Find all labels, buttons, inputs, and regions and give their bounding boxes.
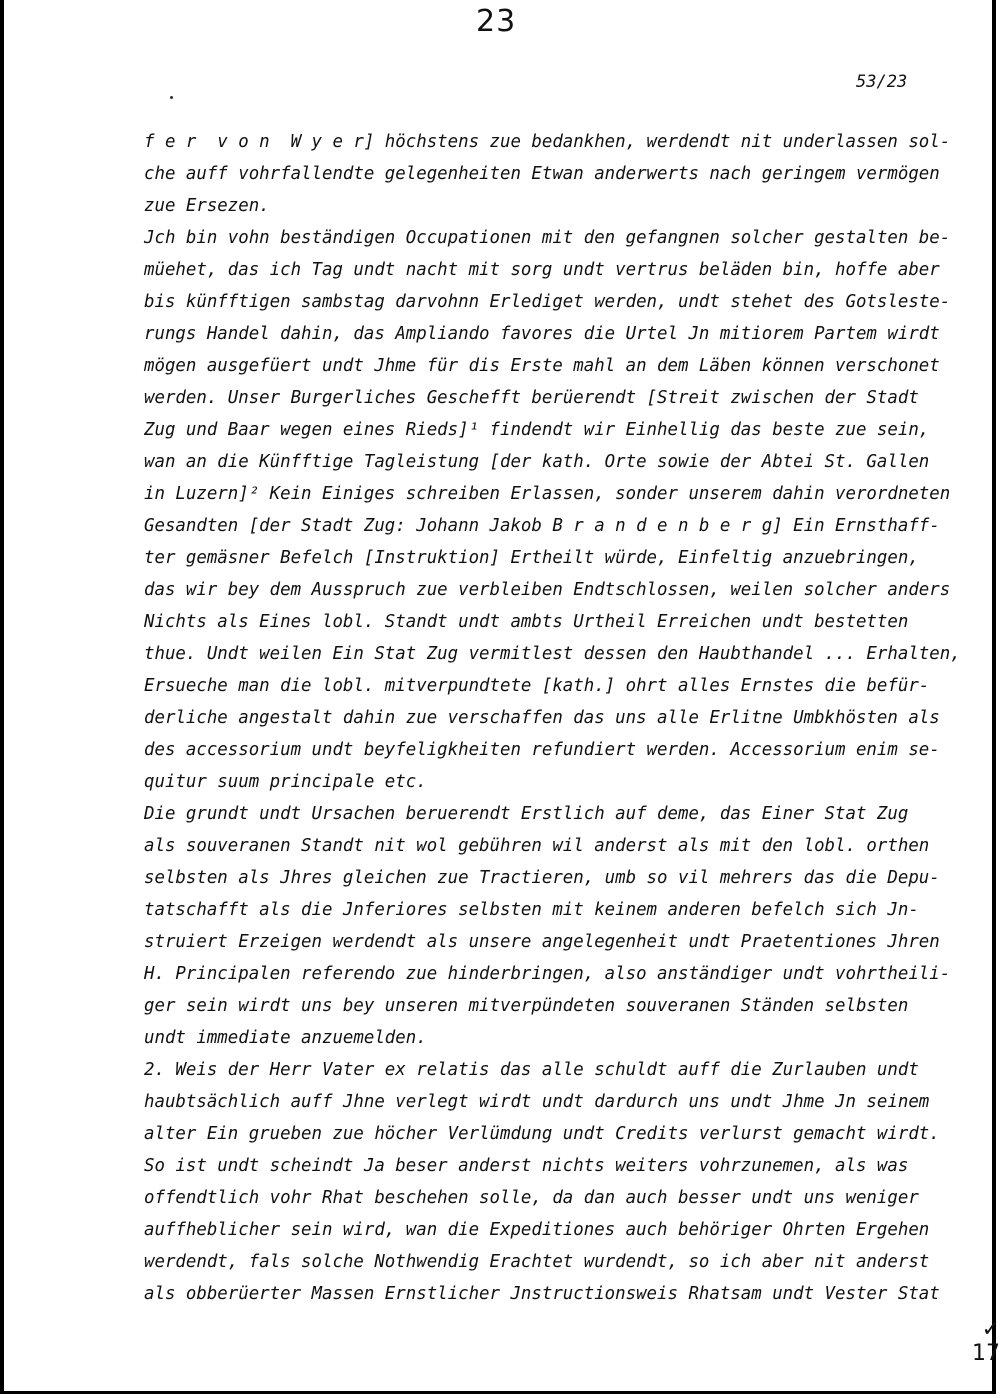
text-line: auffheblicher sein wird, wan die Expeditiones auch behöriger Ohrten Ergehen	[144, 1220, 930, 1240]
text-line: quitur suum principale etc.	[144, 772, 427, 792]
text-line: ger sein wirdt uns bey unseren mitverpündeten souveranen Ständen selbsten	[144, 996, 909, 1016]
text-line: werden. Unser Burgerliches Geschefft berüerendt [Streit zwischen der Stadt	[144, 388, 919, 408]
text-line: selbsten als Jhres gleichen zue Tractieren, umb so vil mehrers das die Depu-	[144, 868, 940, 888]
text-line: struiert Erzeigen werdendt als unsere angelegenheit undt Praetentiones Jhren	[144, 932, 940, 952]
text-line: che auff vohrfallendte gelegenheiten Etwan anderwerts nach geringem vermögen	[144, 164, 940, 184]
text-line: müehet, das ich Tag undt nacht mit sorg undt vertrus beläden bin, hoffe aber	[144, 260, 940, 280]
text-line: derliche angestalt dahin zue verschaffen das uns alle Erlitne Umbkhösten als	[144, 708, 940, 728]
text-line: Zug und Baar wegen eines Rieds]¹ findendt wir Einhellig das beste zue sein,	[144, 420, 930, 440]
text-line: Ersueche man die lobl. mitverpundtete [kath.] ohrt alles Ernstes die befür-	[144, 676, 930, 696]
text-line: als souveranen Standt nit wol gebühren wil anderst als mit den lobl. orthen	[144, 836, 930, 856]
text-line: bis künfftigen sambstag darvohnn Erlediget werden, undt stehet des Gotsleste-	[144, 292, 951, 312]
text-line: des accessorium undt beyfeligkheiten refundiert werden. Accessorium enim se-	[144, 740, 940, 760]
text-line: tatschafft als die Jnferiores selbsten mit keinem anderen befelch sich Jn-	[144, 900, 919, 920]
text-line: offendtlich vohr Rhat beschehen solle, da dan auch besser undt uns weniger	[144, 1188, 919, 1208]
text-line: Jch bin vohn beständigen Occupationen mit den gefangnen solcher gestalten be-	[144, 228, 951, 248]
text-line: f e r v o n W y e r] höchstens zue bedankhen, werdendt nit underlassen sol-	[144, 132, 951, 152]
text-line: 2. Weis der Herr Vater ex relatis das alle schuldt auff die Zurlauben undt	[144, 1060, 919, 1080]
text-line: in Luzern]² Kein Einiges schreiben Erlassen, sonder unserem dahin verordneten	[144, 484, 951, 504]
text-line: mögen ausgefüert undt Jhme für dis Erste mahl an dem Läben können verschonet	[144, 356, 940, 376]
text-line: zue Ersezen.	[144, 196, 270, 216]
text-line: wan an die Künfftige Tagleistung [der kath. Orte sowie der Abtei St. Gallen	[144, 452, 930, 472]
handwritten-corner-mark: ✓ 17	[972, 1317, 1000, 1366]
text-line: haubtsächlich auff Jhne verlegt wirdt undt dardurch uns undt Jhme Jn seinem	[144, 1092, 930, 1112]
text-line: Gesandten [der Stadt Zug: Johann Jakob B r a n d e n b e r g] Ein Ernsthaff-	[144, 516, 940, 536]
text-line: Die grundt undt Ursachen beruerendt Erstlich auf deme, das Einer Stat Zug	[144, 804, 909, 824]
text-line: H. Principalen referendo zue hinderbringen, also anständiger undt vohrtheili-	[144, 964, 951, 984]
text-line: werdendt, fals solche Nothwendig Erachtet wurdendt, so ich aber nit anderst	[144, 1252, 930, 1272]
text-line: undt immediate anzuemelden.	[144, 1028, 427, 1048]
text-line: thue. Undt weilen Ein Stat Zug vermitlest dessen den Haubthandel ... Erhalten,	[144, 644, 961, 664]
text-line: das wir bey dem Ausspruch zue verbleiben Endtschlossen, weilen solcher anders	[144, 580, 951, 600]
handwritten-page-number: 23	[476, 4, 517, 39]
text-line: als obberüerter Massen Ernstlicher Jnstructionsweis Rhatsam undt Vester Stat	[144, 1284, 940, 1304]
stray-dot	[170, 96, 173, 99]
text-line: Nichts als Eines lobl. Standt undt ambts Urtheil Erreichen undt bestetten	[144, 612, 909, 632]
text-line: So ist undt scheindt Ja beser anderst nichts weiters vohrzunemen, als was	[144, 1156, 909, 1176]
text-line: alter Ein grueben zue höcher Verlümdung undt Credits verlurst gemacht wirdt.	[144, 1124, 940, 1144]
text-line: ter gemäsner Befelch [Instruktion] Ertheilt würde, Einfeltig anzuebringen,	[144, 548, 919, 568]
folio-number: 53/23	[856, 72, 908, 92]
text-line: rungs Handel dahin, das Ampliando favores die Urtel Jn mitiorem Partem wirdt	[144, 324, 940, 344]
transcription-body	[144, 126, 961, 1310]
